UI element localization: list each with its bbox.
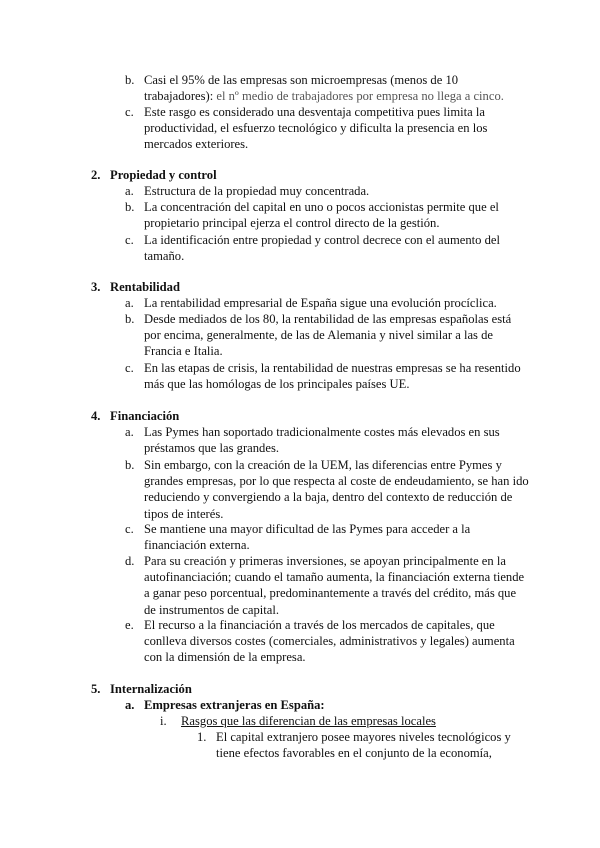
section-title: Rentabilidad: [110, 280, 180, 294]
section-number: 2.: [91, 168, 101, 182]
list-item-text: El recurso a la financiación a través de los mercados de capitales, que conlleva diversos costes (comerciales, administrativos y legales) aumenta con la dimensión de la empresa.: [144, 618, 515, 665]
list-item: [125, 311, 530, 360]
list-item-text: La identificación entre propiedad y control decrece con el aumento del tamaño.: [144, 233, 500, 264]
list-item-text: La rentabilidad empresarial de España sigue una evolución procíclica.: [144, 296, 497, 310]
list-item-text: Desde mediados de los 80, la rentabilidad de las empresas españolas está por encima, generalmente, de las de Alemania y nivel similar a las de Francia e Italia.: [144, 312, 512, 359]
list-item-note: el nº medio de trabajadores por empresa no llega a cinco.: [216, 89, 504, 104]
section-number: 5.: [91, 682, 101, 696]
sub-sub-list-item: [197, 729, 532, 761]
list-item-text: En las etapas de crisis, la rentabilidad de nuestras empresas se ha resentido más que las homólogas de los principales países UE.: [144, 361, 521, 392]
section-number: 3.: [91, 280, 101, 294]
list-item: [125, 617, 530, 666]
section-title: Internalización: [110, 682, 192, 696]
section-title: Propiedad y control: [110, 168, 217, 182]
list-item-text: Este rasgo es considerado una desventaja competitiva pues limita la productividad, el esfuerzo tecnológico y dificulta la presencia en los mercados exteriores.: [144, 105, 488, 152]
list-marker: a.: [125, 296, 134, 310]
list-item: [125, 232, 530, 264]
list-item: [125, 183, 530, 199]
list-item-text: Casi el 95% de las empresas son microempresas (menos de 10 trabajadores):: [144, 73, 459, 104]
list-marker: b.: [125, 458, 135, 472]
list-marker: b.: [125, 200, 135, 214]
list-marker: c.: [125, 105, 134, 119]
section-heading: [91, 279, 180, 295]
list-item-text: Las Pymes han soportado tradicionalmente costes más elevados en sus préstamos que las grandes.: [144, 425, 500, 456]
section-heading: [91, 408, 179, 424]
list-marker: a.: [125, 698, 135, 712]
list-item: [125, 521, 530, 553]
list-marker: b.: [125, 73, 135, 87]
list-item: [125, 457, 530, 522]
list-item-text: Sin embargo, con la creación de la UEM, las diferencias entre Pymes y grandes empresas, por lo que respecta al coste de endeudamiento, se han ido reduciendo y convergiendo a la baja, dentro del contexto de reducción de tipos de interés.: [144, 458, 529, 521]
section-title: Financiación: [110, 409, 180, 423]
list-marker: e.: [125, 618, 134, 632]
list-marker: c.: [125, 233, 134, 247]
list-item: [125, 360, 530, 392]
list-item: [125, 295, 530, 311]
section-heading: [91, 681, 192, 697]
list-item-text: Empresas extranjeras en España:: [144, 698, 325, 712]
list-item-text: La concentración del capital en uno o pocos accionistas permite que el propietario principal ejerza el control directo de la gestión.: [144, 200, 499, 231]
sub-sub-list-item-text: El capital extranjero posee mayores niveles tecnológicos y tiene efectos favorables en el conjunto de la economía,: [216, 730, 511, 761]
list-item-text: Para su creación y primeras inversiones, se apoyan principalmente en la autofinanciación; cuando el tamaño aumenta, la financiación externa tiende a ganar peso porcentual, predominantemente a través del crédito, más que de instrumentos de capital.: [144, 554, 525, 617]
list-marker: c.: [125, 361, 134, 375]
sub-list-item-text: Rasgos que las diferencian de las empresas locales: [181, 714, 436, 728]
list-marker: i.: [160, 714, 167, 728]
list-marker: d.: [125, 554, 135, 568]
list-item: [125, 553, 530, 618]
section-heading: [91, 167, 217, 183]
list-item: [125, 199, 530, 231]
list-marker: 1.: [197, 730, 207, 744]
list-item-text: Se mantiene una mayor dificultad de las Pymes para acceder a la financiación externa.: [144, 522, 471, 553]
list-item-text: Estructura de la propiedad muy concentrada.: [144, 184, 370, 198]
list-item: [125, 72, 530, 104]
section-number: 4.: [91, 409, 101, 423]
list-marker: c.: [125, 522, 134, 536]
list-item: [125, 424, 530, 456]
list-marker: a.: [125, 425, 134, 439]
list-marker: a.: [125, 184, 134, 198]
sub-list-item: [160, 713, 540, 729]
list-marker: b.: [125, 312, 135, 326]
list-item: [125, 697, 530, 713]
list-item: [125, 104, 530, 153]
